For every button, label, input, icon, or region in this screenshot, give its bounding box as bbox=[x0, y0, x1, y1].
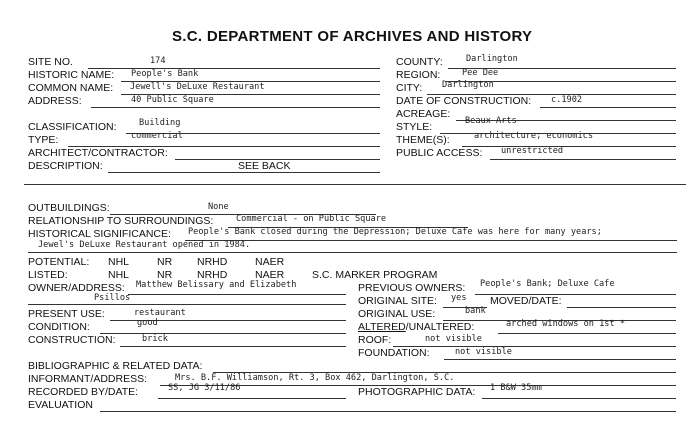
photographic-value: 1 B&W 35mm bbox=[490, 383, 542, 393]
significance-value-line2: Jewel's DeLuxe Restaurant opened in 1984. bbox=[38, 240, 251, 250]
type-value: commercial bbox=[131, 131, 183, 141]
description-value: SEE BACK bbox=[238, 160, 291, 172]
owner-line bbox=[128, 294, 346, 295]
date-construction-line bbox=[540, 107, 676, 108]
style-label: STYLE: bbox=[396, 121, 433, 133]
roof-label: ROOF: bbox=[358, 334, 392, 346]
photographic-line bbox=[482, 398, 676, 399]
roof-line bbox=[393, 346, 676, 347]
type-label: TYPE: bbox=[28, 134, 59, 146]
card-title: S.C. DEPARTMENT OF ARCHIVES AND HISTORY bbox=[172, 28, 533, 45]
relationship-label: RELATIONSHIP TO SURROUNDINGS: bbox=[28, 215, 214, 227]
present-use-value: restaurant bbox=[134, 308, 186, 318]
description-label: DESCRIPTION: bbox=[28, 160, 103, 172]
owner-value-line1: Matthew Belissary and Elizabeth bbox=[136, 280, 297, 290]
condition-line bbox=[100, 333, 346, 334]
themes-value: architecture; economics bbox=[474, 131, 593, 141]
historic-name-value: People's Bank bbox=[131, 69, 199, 79]
previous-owners-value: People's Bank; Deluxe Cafe bbox=[480, 279, 615, 289]
evaluation-line bbox=[100, 411, 676, 412]
moved-date-line bbox=[567, 307, 676, 308]
common-name-label: COMMON NAME: bbox=[28, 82, 114, 94]
listed-option-naer: NAER bbox=[255, 269, 285, 281]
potential-option-naer: NAER bbox=[255, 256, 285, 268]
listed-label: LISTED: bbox=[28, 269, 68, 281]
address-value: 40 Public Square bbox=[131, 95, 214, 105]
construction-line bbox=[120, 346, 346, 347]
region-label: REGION: bbox=[396, 69, 441, 81]
significance-value-line1: People's Bank closed during the Depression; Deluxe Cafe was here for many years; bbox=[188, 227, 602, 237]
potential-option-nhl: NHL bbox=[108, 256, 130, 268]
foundation-line bbox=[444, 359, 676, 360]
section-rule bbox=[24, 184, 686, 185]
listed-option-nr: NR bbox=[157, 269, 173, 281]
original-site-label: ORIGINAL SITE: bbox=[358, 295, 437, 307]
owner-label: OWNER/ADDRESS: bbox=[28, 282, 125, 294]
potential-option-nr: NR bbox=[157, 256, 173, 268]
listed-option-marker-program: S.C. MARKER PROGRAM bbox=[312, 269, 438, 281]
unaltered-label: /UNALTERED: bbox=[405, 321, 475, 333]
altered-underlined: ALTERED bbox=[358, 321, 406, 333]
site-no-value: 174 bbox=[150, 56, 166, 66]
city-label: CITY: bbox=[396, 82, 423, 94]
foundation-label: FOUNDATION: bbox=[358, 347, 430, 359]
potential-option-nrhd: NRHD bbox=[197, 256, 228, 268]
style-value: Beaux Arts bbox=[465, 116, 517, 126]
city-value: Darlington bbox=[442, 80, 494, 90]
construction-value: brick bbox=[142, 334, 168, 344]
altered-line bbox=[498, 333, 676, 334]
informant-value: Mrs. B.F. Williamson, Rt. 3, Box 462, Darlington, S.C. bbox=[175, 373, 455, 383]
potential-label: POTENTIAL: bbox=[28, 256, 90, 268]
roof-value: not visible bbox=[425, 334, 482, 344]
themes-line bbox=[462, 146, 676, 147]
condition-label: CONDITION: bbox=[28, 321, 90, 333]
common-name-value: Jewell's DeLuxe Restaurant bbox=[130, 82, 265, 92]
county-label: COUNTY: bbox=[396, 56, 443, 68]
classification-value: Building bbox=[139, 118, 181, 128]
recorded-line bbox=[158, 398, 346, 399]
region-value: Pee Dee bbox=[462, 68, 499, 78]
date-construction-value: c.1902 bbox=[551, 95, 583, 105]
significance-line bbox=[185, 240, 677, 241]
significance-line-2 bbox=[28, 252, 677, 253]
outbuildings-label: OUTBUILDINGS: bbox=[28, 202, 110, 214]
altered-value: arched windows on 1st * bbox=[506, 319, 625, 329]
condition-value: good bbox=[137, 318, 158, 328]
recorded-value: SS, JG 3/11/86 bbox=[168, 383, 241, 393]
present-use-label: PRESENT USE: bbox=[28, 308, 105, 320]
historic-name-label: HISTORIC NAME: bbox=[28, 69, 115, 81]
construction-label: CONSTRUCTION: bbox=[28, 334, 116, 346]
informant-label: INFORMANT/ADDRESS: bbox=[28, 373, 148, 385]
description-line bbox=[108, 172, 380, 173]
altered-label bbox=[358, 321, 474, 333]
outbuildings-value: None bbox=[208, 202, 229, 212]
address-label: ADDRESS: bbox=[28, 95, 82, 107]
original-site-value: yes bbox=[451, 293, 467, 303]
owner-value-line2: Psillos bbox=[94, 293, 131, 303]
classification-label: CLASSIFICATION: bbox=[28, 121, 117, 133]
photographic-label: PHOTOGRAPHIC DATA: bbox=[358, 386, 476, 398]
original-use-label: ORIGINAL USE: bbox=[358, 308, 436, 320]
date-construction-label: DATE OF CONSTRUCTION: bbox=[396, 95, 532, 107]
public-access-value: unrestricted bbox=[501, 146, 564, 156]
bibliographic-label: BIBLIOGRAPHIC & RELATED DATA: bbox=[28, 360, 203, 372]
listed-option-nrhd: NRHD bbox=[197, 269, 228, 281]
previous-owners-label: PREVIOUS OWNERS: bbox=[358, 282, 466, 294]
architect-label: ARCHITECT/CONTRACTOR: bbox=[28, 147, 168, 159]
acreage-label: ACREAGE: bbox=[396, 108, 451, 120]
public-access-label: PUBLIC ACCESS: bbox=[396, 147, 483, 159]
owner-line-2 bbox=[28, 304, 346, 305]
evaluation-label: EVALUATION bbox=[28, 399, 93, 411]
significance-label: HISTORICAL SIGNIFICANCE: bbox=[28, 228, 171, 240]
listed-option-nhl: NHL bbox=[108, 269, 130, 281]
site-no-label: SITE NO. bbox=[28, 56, 73, 68]
address-line bbox=[91, 107, 380, 108]
public-access-line bbox=[490, 159, 676, 160]
recorded-label: RECORDED BY/DATE: bbox=[28, 386, 139, 398]
relationship-value: Commercial - on Public Square bbox=[236, 214, 387, 224]
themes-label: THEME(S): bbox=[396, 134, 450, 146]
original-use-value: bank bbox=[465, 306, 486, 316]
county-value: Darlington bbox=[466, 54, 518, 64]
moved-date-label: MOVED/DATE: bbox=[490, 295, 562, 307]
foundation-value: not visible bbox=[455, 347, 512, 357]
